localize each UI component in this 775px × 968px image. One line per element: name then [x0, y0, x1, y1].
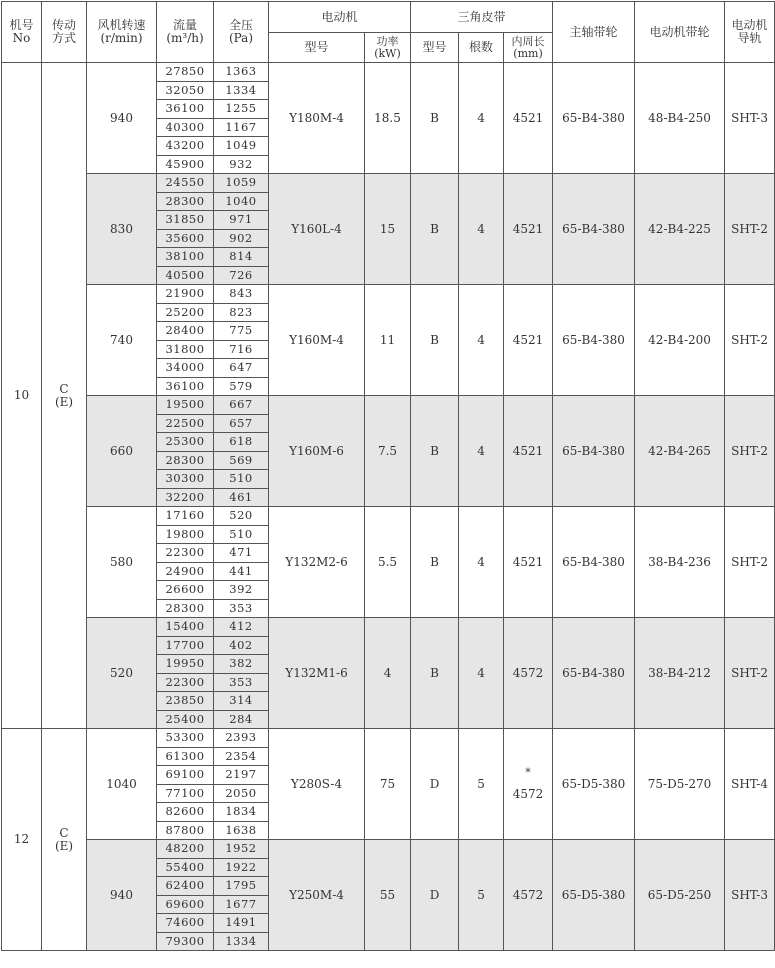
drive-mode-code: C	[59, 825, 69, 840]
pressure-cell: 667	[214, 396, 269, 415]
flow-cell: 82600	[157, 803, 214, 822]
flow-cell: 38100	[157, 248, 214, 267]
belt-length-value: 4521	[512, 332, 544, 347]
motor-model-cell: Y160L-4	[269, 174, 365, 285]
belt-count-cell: 4	[459, 285, 504, 396]
belt-length-value: 4572	[512, 787, 544, 801]
motor-power-cell: 18.5	[365, 63, 411, 174]
belt-length-note-mark: *	[525, 766, 531, 779]
motor-model-cell: Y132M2-6	[269, 507, 365, 618]
drive-mode-code: C	[59, 381, 69, 396]
pressure-cell: 2050	[214, 784, 269, 803]
flow-cell: 62400	[157, 877, 214, 896]
fan-speed-cell: 1040	[87, 729, 157, 840]
main-pulley-cell: 65-B4-380	[553, 285, 635, 396]
main-pulley-cell: 65-B4-380	[553, 63, 635, 174]
fan-speed-cell: 740	[87, 285, 157, 396]
pressure-cell: 618	[214, 433, 269, 452]
motor-rail-cell: SHT-2	[725, 174, 775, 285]
motor-pulley-cell: 75-D5-270	[635, 729, 725, 840]
header-belt-model: 型号	[411, 33, 459, 63]
belt-length-cell	[504, 285, 553, 396]
header-motor-power: 功率 (kW)	[365, 33, 411, 63]
pressure-cell: 510	[214, 525, 269, 544]
pressure-cell: 657	[214, 414, 269, 433]
motor-pulley-cell: 38-B4-236	[635, 507, 725, 618]
motor-model-cell: Y180M-4	[269, 63, 365, 174]
motor-pulley-cell: 42-B4-225	[635, 174, 725, 285]
flow-cell: 21900	[157, 285, 214, 304]
belt-count-cell: 4	[459, 63, 504, 174]
pressure-cell: 823	[214, 303, 269, 322]
pressure-cell: 412	[214, 618, 269, 637]
belt-model-cell: B	[411, 285, 459, 396]
belt-count-cell: 4	[459, 618, 504, 729]
fan-spec-table	[1, 1, 775, 951]
belt-model-cell: B	[411, 396, 459, 507]
pressure-cell: 1059	[214, 174, 269, 193]
flow-cell: 30300	[157, 470, 214, 489]
flow-cell: 43200	[157, 137, 214, 156]
pressure-cell: 1795	[214, 877, 269, 896]
pressure-cell: 569	[214, 451, 269, 470]
drive-mode-alt: (E)	[54, 394, 74, 409]
flow-cell: 45900	[157, 155, 214, 174]
motor-model-cell: Y132M1-6	[269, 618, 365, 729]
main-pulley-cell: 65-B4-380	[553, 507, 635, 618]
motor-power-cell: 11	[365, 285, 411, 396]
pressure-cell: 1167	[214, 118, 269, 137]
pressure-cell: 1040	[214, 192, 269, 211]
belt-model-cell: D	[411, 840, 459, 951]
pressure-cell: 284	[214, 710, 269, 729]
flow-cell: 36100	[157, 377, 214, 396]
belt-length-cell	[504, 507, 553, 618]
motor-power-cell: 7.5	[365, 396, 411, 507]
pressure-cell: 579	[214, 377, 269, 396]
belt-model-cell: D	[411, 729, 459, 840]
pressure-cell: 471	[214, 544, 269, 563]
main-pulley-cell: 65-B4-380	[553, 396, 635, 507]
table-row	[2, 507, 775, 526]
motor-rail-cell: SHT-3	[725, 840, 775, 951]
belt-count-cell: 5	[459, 729, 504, 840]
motor-model-cell: Y160M-4	[269, 285, 365, 396]
header-flow: 流量 (m³/h)	[157, 2, 214, 63]
pressure-cell: 726	[214, 266, 269, 285]
flow-cell: 28300	[157, 451, 214, 470]
fan-speed-cell: 660	[87, 396, 157, 507]
fan-speed-cell: 940	[87, 840, 157, 951]
pressure-cell: 461	[214, 488, 269, 507]
table-row	[2, 174, 775, 193]
motor-rail-cell: SHT-2	[725, 507, 775, 618]
flow-cell: 61300	[157, 747, 214, 766]
table-row	[2, 729, 775, 748]
flow-cell: 28300	[157, 599, 214, 618]
flow-cell: 27850	[157, 63, 214, 82]
pressure-cell: 775	[214, 322, 269, 341]
table-row	[2, 618, 775, 637]
header-motor-model: 型号	[269, 33, 365, 63]
pressure-cell: 932	[214, 155, 269, 174]
flow-cell: 31850	[157, 211, 214, 230]
flow-cell: 24550	[157, 174, 214, 193]
pressure-cell: 353	[214, 673, 269, 692]
flow-cell: 24900	[157, 562, 214, 581]
flow-cell: 19800	[157, 525, 214, 544]
motor-model-cell: Y160M-6	[269, 396, 365, 507]
flow-cell: 55400	[157, 858, 214, 877]
flow-cell: 22300	[157, 673, 214, 692]
flow-cell: 77100	[157, 784, 214, 803]
pressure-cell: 1952	[214, 840, 269, 859]
fan-speed-cell: 580	[87, 507, 157, 618]
header-total-pressure: 全压 (Pa)	[214, 2, 269, 63]
flow-cell: 31800	[157, 340, 214, 359]
pressure-cell: 353	[214, 599, 269, 618]
header-belt-count: 根数	[459, 33, 504, 63]
motor-pulley-cell: 42-B4-200	[635, 285, 725, 396]
flow-cell: 32050	[157, 81, 214, 100]
pressure-cell: 520	[214, 507, 269, 526]
header-belt-length: 内周长 (mm)	[504, 33, 553, 63]
pressure-cell: 716	[214, 340, 269, 359]
belt-count-cell: 4	[459, 174, 504, 285]
pressure-cell: 510	[214, 470, 269, 489]
flow-cell: 22500	[157, 414, 214, 433]
flow-cell: 19950	[157, 655, 214, 674]
flow-cell: 87800	[157, 821, 214, 840]
pressure-cell: 1491	[214, 914, 269, 933]
main-pulley-cell: 65-B4-380	[553, 174, 635, 285]
drive-mode-alt: (E)	[54, 838, 74, 853]
table-row	[2, 285, 775, 304]
flow-cell: 69600	[157, 895, 214, 914]
motor-rail-cell: SHT-4	[725, 729, 775, 840]
pressure-cell: 1363	[214, 63, 269, 82]
pressure-cell: 441	[214, 562, 269, 581]
pressure-cell: 2197	[214, 766, 269, 785]
flow-cell: 79300	[157, 932, 214, 951]
pressure-cell: 1255	[214, 100, 269, 119]
motor-rail-cell: SHT-2	[725, 396, 775, 507]
pressure-cell: 392	[214, 581, 269, 600]
motor-pulley-cell: 48-B4-250	[635, 63, 725, 174]
motor-pulley-cell: 38-B4-212	[635, 618, 725, 729]
header-machine-no: 机号 No	[2, 2, 42, 63]
pressure-cell: 1049	[214, 137, 269, 156]
motor-pulley-cell: 42-B4-265	[635, 396, 725, 507]
flow-cell: 40300	[157, 118, 214, 137]
pressure-cell: 314	[214, 692, 269, 711]
belt-length-value: 4521	[512, 554, 544, 569]
motor-power-cell: 15	[365, 174, 411, 285]
flow-cell: 53300	[157, 729, 214, 748]
flow-cell: 17160	[157, 507, 214, 526]
belt-length-cell	[504, 618, 553, 729]
fan-speed-cell: 830	[87, 174, 157, 285]
belt-length-cell	[504, 396, 553, 507]
pressure-cell: 1834	[214, 803, 269, 822]
motor-power-cell: 55	[365, 840, 411, 951]
motor-power-cell: 5.5	[365, 507, 411, 618]
header-motor-pulley: 电动机带轮	[635, 2, 725, 63]
pressure-cell: 1334	[214, 932, 269, 951]
belt-length-cell	[504, 174, 553, 285]
pressure-cell: 647	[214, 359, 269, 378]
pressure-cell: 382	[214, 655, 269, 674]
flow-cell: 32200	[157, 488, 214, 507]
flow-cell: 28400	[157, 322, 214, 341]
belt-length-cell	[504, 63, 553, 174]
fan-speed-cell: 520	[87, 618, 157, 729]
table-body	[2, 63, 775, 951]
main-pulley-cell: 65-D5-380	[553, 840, 635, 951]
flow-cell: 69100	[157, 766, 214, 785]
header-motor-rail: 电动机 导轨	[725, 2, 775, 63]
flow-cell: 48200	[157, 840, 214, 859]
flow-cell: 74600	[157, 914, 214, 933]
motor-rail-cell: SHT-2	[725, 618, 775, 729]
pressure-cell: 814	[214, 248, 269, 267]
belt-count-cell: 5	[459, 840, 504, 951]
pressure-cell: 402	[214, 636, 269, 655]
table-row	[2, 840, 775, 859]
belt-length-cell	[504, 840, 553, 951]
flow-cell: 25300	[157, 433, 214, 452]
pressure-cell: 2393	[214, 729, 269, 748]
table-row	[2, 396, 775, 415]
drive-mode-cell	[42, 729, 87, 951]
flow-cell: 26600	[157, 581, 214, 600]
belt-model-cell: B	[411, 63, 459, 174]
motor-model-cell: Y280S-4	[269, 729, 365, 840]
belt-count-cell: 4	[459, 507, 504, 618]
main-pulley-cell: 65-D5-380	[553, 729, 635, 840]
motor-rail-cell: SHT-2	[725, 285, 775, 396]
header-vbelt: 三角皮带	[411, 2, 553, 33]
header-fan-speed: 风机转速 (r/min)	[87, 2, 157, 63]
pressure-cell: 1638	[214, 821, 269, 840]
motor-power-cell: 75	[365, 729, 411, 840]
belt-length-value: 4521	[512, 221, 544, 236]
belt-length-value: 4572	[512, 665, 544, 680]
belt-model-cell: B	[411, 507, 459, 618]
motor-model-cell: Y250M-4	[269, 840, 365, 951]
table-row	[2, 63, 775, 82]
motor-rail-cell: SHT-3	[725, 63, 775, 174]
flow-cell: 17700	[157, 636, 214, 655]
belt-count-cell: 4	[459, 396, 504, 507]
header-main-pulley: 主轴带轮	[553, 2, 635, 63]
pressure-cell: 902	[214, 229, 269, 248]
drive-mode-cell	[42, 63, 87, 729]
belt-length-value: 4521	[512, 110, 544, 125]
flow-cell: 40500	[157, 266, 214, 285]
header-drive-mode: 传动 方式	[42, 2, 87, 63]
flow-cell: 25200	[157, 303, 214, 322]
machine-no-cell: 10	[2, 63, 42, 729]
belt-length-value: 4572	[512, 887, 544, 902]
flow-cell: 34000	[157, 359, 214, 378]
flow-cell: 23850	[157, 692, 214, 711]
pressure-cell: 971	[214, 211, 269, 230]
belt-length-value: 4521	[512, 443, 544, 458]
motor-pulley-cell: 65-D5-250	[635, 840, 725, 951]
pressure-cell: 1922	[214, 858, 269, 877]
flow-cell: 19500	[157, 396, 214, 415]
motor-power-cell: 4	[365, 618, 411, 729]
flow-cell: 35600	[157, 229, 214, 248]
flow-cell: 15400	[157, 618, 214, 637]
main-pulley-cell: 65-B4-380	[553, 618, 635, 729]
flow-cell: 36100	[157, 100, 214, 119]
header-motor: 电动机	[269, 2, 411, 33]
machine-no-cell: 12	[2, 729, 42, 951]
flow-cell: 22300	[157, 544, 214, 563]
flow-cell: 25400	[157, 710, 214, 729]
flow-cell: 28300	[157, 192, 214, 211]
pressure-cell: 1677	[214, 895, 269, 914]
belt-model-cell: B	[411, 174, 459, 285]
pressure-cell: 2354	[214, 747, 269, 766]
belt-length-cell	[504, 729, 553, 840]
fan-speed-cell: 940	[87, 63, 157, 174]
belt-model-cell: B	[411, 618, 459, 729]
pressure-cell: 1334	[214, 81, 269, 100]
pressure-cell: 843	[214, 285, 269, 304]
